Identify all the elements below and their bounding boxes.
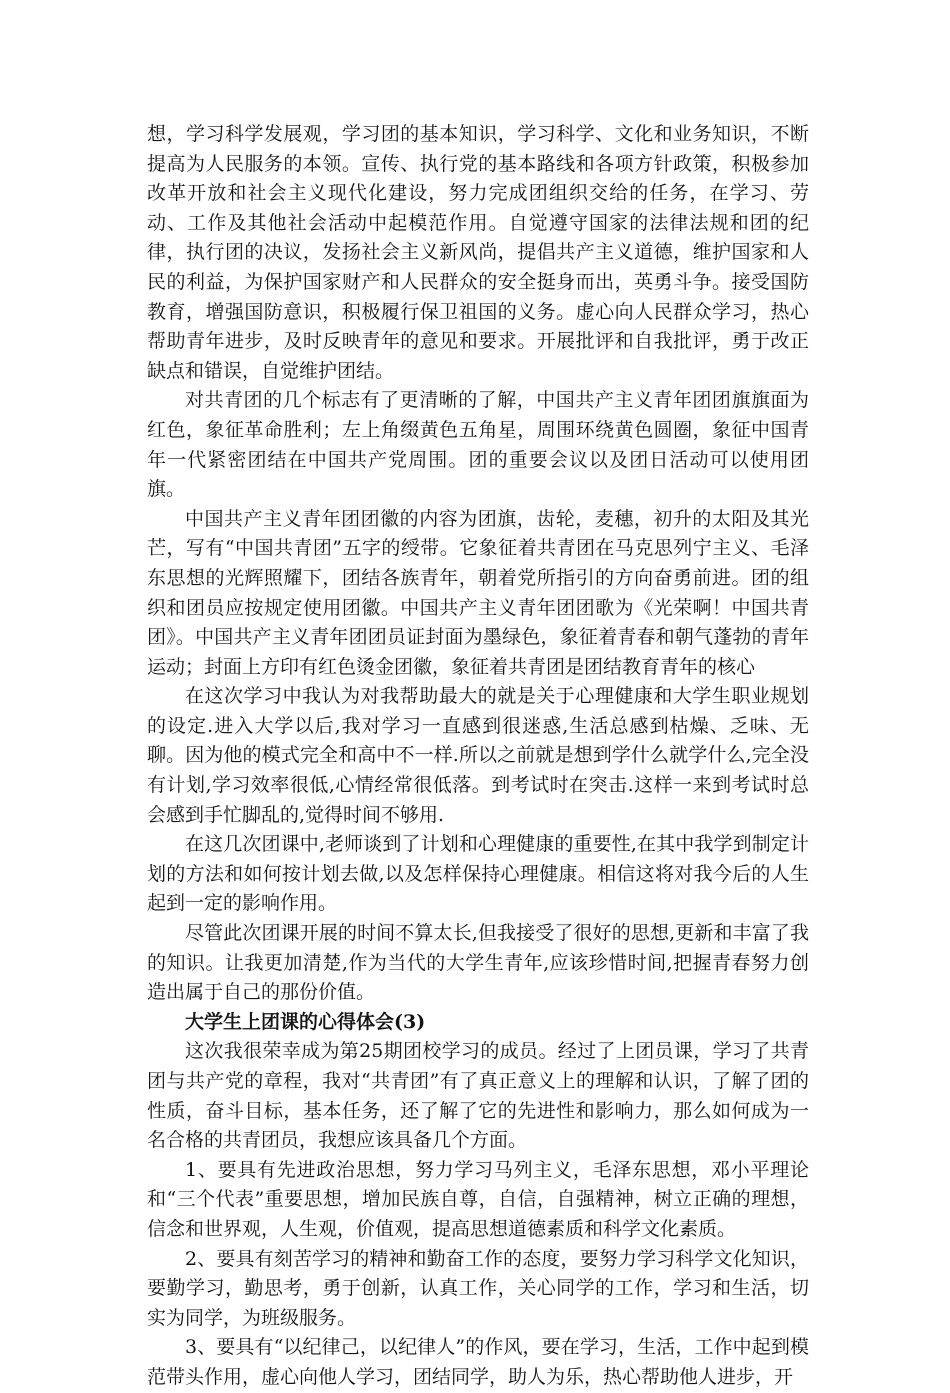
paragraph-league-flag: 对共青团的几个标志有了更清晰的了解，中国共产主义青年团团旗旗面为红色，象征革命胜利；左上角缀黄色五角星，周围环绕黄色圆圈，象征中国青年一代紧密团结在中国共产党周围。团的重要会议以及团日活动可以使用团旗。 xyxy=(147,389,809,501)
paragraph-conclusion: 尽管此次团课开展的时间不算太长,但我接受了很好的思想,更新和丰富了我的知识。让我更加清楚,作为当代的大学生青年,应该珍惜时间,把握青春努力创造出属于自己的那份价值。 xyxy=(147,922,809,1004)
paragraph-league-duties: 想，学习科学发展观，学习团的基本知识，学习科学、文化和业务知识，不断提高为人民服务的本领。宣传、执行党的基本路线和各项方针政策，积极参加改革开放和社会主义现代化建设，努力完成团组织交给的任务，在学习、劳动、工作及其他社会活动中起模范作用。自觉遵守国家的法律法规和团的纪律，执行团的决议，发扬社会主义新风尚，提倡共产主义道德，维护国家和人民的利益，为保护国家财产和人民群众的安全挺身而出，英勇斗争。接受国防教育，增强国防意识，积极履行保卫祖国的义务。虚心向人民群众学习，热心帮助青年进步，及时反映青年的意见和要求。开展批评和自我批评，勇于改正缺点和错误，自觉维护团结。 xyxy=(147,123,809,382)
paragraph-intro-25th-session: 这次我很荣幸成为第25期团校学习的成员。经过了上团员课，学习了共青团与共产党的章程，我对“共青团”有了真正意义上的理解和认识，了解了团的性质，奋斗目标，基本任务，还了解了它的先进性和影响力，那么如何成为一名合格的共青团员，我想应该具备几个方面。 xyxy=(147,1040,809,1152)
list-item-1: 1、要具有先进政治思想，努力学习马列主义，毛泽东思想，邓小平理论和“三个代表”重要思想，增加民族自尊，自信，自强精神，树立正确的理想，信念和世界观，人生观，价值观，提高思想道德素质和科学文化素质。 xyxy=(147,1158,809,1240)
paragraph-planning-lessons: 在这几次团课中,老师谈到了计划和心理健康的重要性,在其中我学到制定计划的方法和如何按计划去做,以及怎样保持心理健康。相信这将对我今后的人生起到一定的影响作用。 xyxy=(147,833,809,915)
paragraph-league-emblem: 中国共产主义青年团团徽的内容为团旗，齿轮，麦穗，初升的太阳及其光芒，写有“中国共青团”五字的绶带。它象征着共青团在马克思列宁主义、毛泽东思想的光辉照耀下，团结各族青年，朝着党所指引的方向奋勇前进。团的组织和团员应按规定使用团徽。中国共产主义青年团团歌为《光荣啊！中国共青团》。中国共产主义青年团团员证封面为墨绿色，象征着青春和朝气蓬勃的青年运动；封面上方印有红色烫金团徽，象征着共青团是团结教育青年的核心 xyxy=(147,507,809,678)
list-item-2: 2、要具有刻苦学习的精神和勤奋工作的态度，要努力学习科学文化知识，要勤学习，勤思考，勇于创新，认真工作，关心同学的工作，学习和生活，切实为同学，为班级服务。 xyxy=(147,1247,809,1329)
document-body xyxy=(147,120,809,1393)
list-item-3: 3、要具有“以纪律己，以纪律人”的作风，要在学习，生活，工作中起到模范带头作用，虚心向他人学习，团结同学，助人为乐，热心帮助他人进步，开 xyxy=(147,1336,809,1388)
paragraph-mental-health-career: 在这次学习中我认为对我帮助最大的就是关于心理健康和大学生职业规划的设定.进入大学以后,我对学习一直感到很迷惑,生活总感到枯燥、乏味、无聊。因为他的模式完全和高中不一样.所以之前就是想到学什么就学什么,完全没有计划,学习效率很低,心情经常很低落。到考试时在突击.这样一来到考试时总会感到手忙脚乱的,觉得时间不够用. xyxy=(147,685,809,826)
section-heading: 大学生上团课的心得体会(3) xyxy=(185,1010,426,1033)
